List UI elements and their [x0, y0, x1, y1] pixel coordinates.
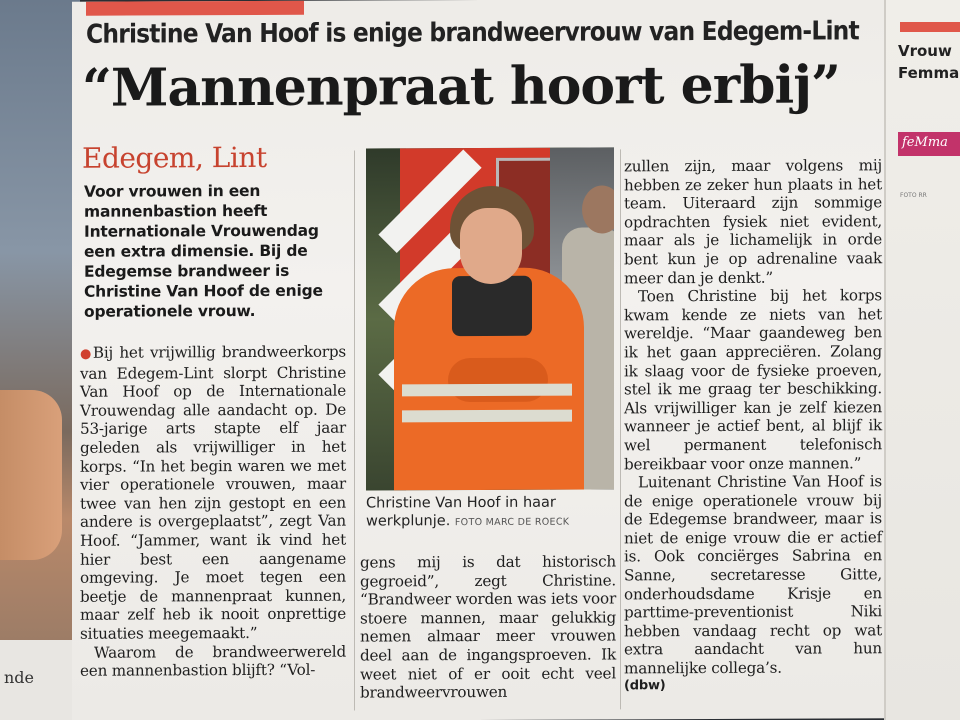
paragraph: ●Bij het vrijwillig brandweerkorps van Edegem-Lint slorpt Christine Van Hoof op de Internationale Vrouwendag alle aandacht op. De 53-jarige arts stapte elf jaar geleden als vrijwilliger in het korps. “In het begin waren we met vier operationele vrouwen, maar twee van hen zijn gestopt en een andere is overgeplaatst”, zegt Van Hoof. “Jammer, want ik vind het hier best een aangename omgeving. Je moet tegen een beetje de mannenpraat kunnen, maar zelf heb ik nooit onprettige situaties meegemaakt.” [80, 342, 346, 643]
article-column-3 [624, 156, 882, 693]
neighbouring-page [884, 0, 960, 720]
article-location: Edegem, Lint [82, 140, 267, 175]
photo-man-head [582, 185, 614, 233]
article-column-2 [360, 552, 616, 702]
article-kicker: Christine Van Hoof is enige brandweervrouw van Edegem-Lint [86, 16, 859, 50]
photo-woman-face [460, 208, 522, 284]
paragraph: Waarom de brandweerwereld een mannenbastion blijft? “Vol- [80, 642, 346, 680]
newspaper-page [72, 0, 890, 720]
photo-jacket-collar [452, 276, 532, 336]
article-intro: Voor vrouwen in een mannenbastion heeft Internationale Vrouwendag een extra dimensie. Bij de Edegemse brandweer is Christine Van Hoof de enige operationele vrouw. [84, 181, 323, 321]
paragraph: Luitenant Christine Van Hoof is de enige operationele vrouw bij de Edegemse brandweer, maar is niet de enige vrouw die er actief is. Ook conciërges Sabrina en Sanne, secretaresse Gitte, onderhoudsdame Krisje en parttime-preventionist Niki hebben vandaag recht op wat extra aandacht van hun mannelijke collega’s. [624, 472, 882, 678]
column-divider [354, 151, 355, 711]
femma-logo: feMma [898, 132, 960, 156]
right-accent-bar [900, 22, 960, 32]
column-divider [620, 149, 621, 709]
article-photo [366, 147, 614, 490]
article-signature: (dbw) [624, 677, 666, 694]
left-page-text: nde [4, 668, 35, 687]
header-accent-bar [86, 1, 304, 16]
article-headline: “Mannenpraat hoort erbij” [82, 54, 840, 119]
background-left [0, 0, 80, 720]
bullet-icon: ● [80, 346, 93, 362]
hand-holding-paper [0, 390, 62, 560]
photo-caption: Christine Van Hoof in haar werkplunje. FOTO MARC DE ROECK [366, 494, 570, 530]
photo-credit: FOTO MARC DE ROECK [454, 516, 570, 529]
photo-reflective-band [402, 410, 572, 423]
paragraph: zullen zijn, maar volgens mij hebben ze zeker hun plaats in het team. Uiteraard zijn sommige opdrachten fysiek niet evident, maar als je lichamelijk in orde bent kun je op adrenaline vaak meer dan je denkt.” [624, 156, 882, 287]
photo-reflective-band [402, 384, 572, 397]
right-page-title: Vrouw Femma [898, 42, 960, 82]
paragraph: gens mij is dat historisch gegroeid”, zegt Christine. “Brandweer worden was iets voor stoere mannen, maar gelukkig nemen almaar meer vrouwen deel aan de ingangsproeven. Ik weet niet of er ooit echt veel brandweervrouwen [360, 552, 616, 702]
paragraph: Toen Christine bij het korps kwam kende ze niets van het wereldje. “Maar gaandeweg ben ik het gaan appreciëren. Zolang ik slaag voor de fysieke proeven, stel ik me graag ter beschikking. Als vrijwilliger kan je zelf kiezen wanneer je actief bent, al blijf ik wel permanent telefonisch bereikbaar voor onze mannen.” [624, 286, 882, 473]
right-photo-credit: FOTO RR [900, 192, 927, 199]
article-column-1 [80, 343, 346, 681]
